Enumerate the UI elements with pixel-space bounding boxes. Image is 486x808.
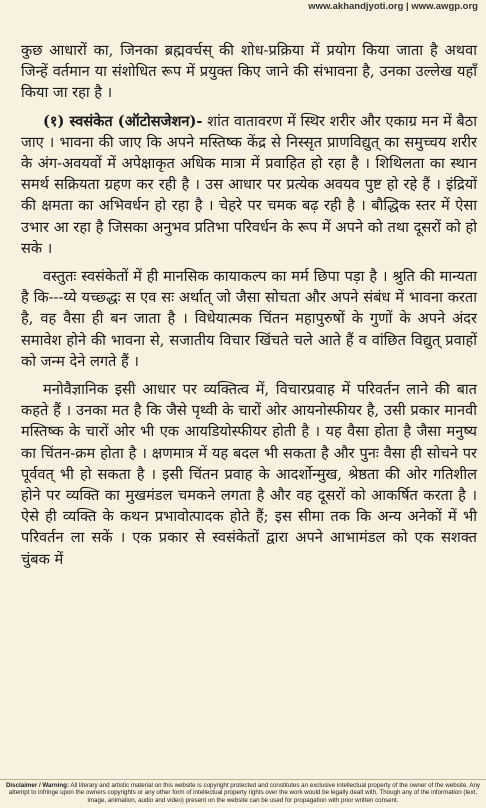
paragraph-psychology: मनोवैज्ञानिक इसी आधार पर व्यक्तित्व में, विचारप्रवाह में परिवर्तन लाने की बात कहते हैं । उनका मत है कि जैसे पृथ्वी के चारों ओर आयनोस्फीयर है, उसी प्रकार मानवी मस्तिष्क के चारों ओर भी एक आयडियोस्फीयर होती है । यह वैसा होता है जैसा मनुष्य का चिंतन-क्रम होता है । क्षणमात्र में यह बदल भी सकता है और पुनः वैसा ही सोचने पर पूर्ववत् भी हो सकता है । इसी चिंतन प्रवाह के आदर्शोन्मुख, श्रेष्ठता की ओर गतिशील होने पर व्यक्ति का मुखमंडल चमकने लगता है और वह दूसरों को आकर्षित करता है । ऐसे ही व्यक्ति के कथन प्रभावोत्पादक होते हैं; इस सीमा तक कि अन्य अनेकों में भी परिवर्तन ला सकें । एक प्रकार से स्वसंकेतों द्वारा अपने आभामंडल को एक सशक्त चुंबक में <box>21 381 477 568</box>
disclaimer-text: All literary and artistic material on this website is copyright protected and constitutes an exclusive intellectual property of the owner of the website. Any attempt to infringe upon the owners copyrights or any other form of intellectual property rights over the work would be legally dealt with. Though any of the information (text, image, animation, audio and video) present on the website can be used for propagation with prior written consent. <box>8 782 481 804</box>
disclaimer-footer <box>0 779 486 808</box>
paragraph-shruti: वस्तुतः स्वसंकेतों में ही मानसिक कायाकल्प का मर्म छिपा पड़ा है । श्रुति की मान्यता है कि---य्ये यच्छ्द्धः स एव सः अर्थात् जो जैसा सोचता और अपने संबंध में भावना करता है, वह वैसा ही बन जाता है । विधेयात्मक चिंतन महापुरुषों के गुणों के अपने अंदर समावेश होने की भावना से, सजातीय विचार खिंचते चले आते हैं व वांछित विद्युत् प्रवाहों को जन्म देने लगते हैं । <box>21 268 477 370</box>
section-heading: (१) स्वसंकेत (ऑटोसजेशन)- <box>43 112 203 130</box>
paragraph-intro: कुछ आधारों का, जिनका ब्रह्मवर्चस् की शोध-प्रक्रिया में प्रयोग किया जाता है अथवा जिन्हें वर्तमान या संशोधित रूप में प्रयुक्त किए जाने की संभावना है, उनका उल्लेख यहाँ किया जा रहा है । <box>21 42 477 102</box>
paragraph-swasanket <box>21 111 477 259</box>
disclaimer-label: Disclaimer / Warning: <box>5 782 70 789</box>
page-header <box>0 0 486 14</box>
paragraph-body: शांत वातावरण में स्थिर शरीर और एकाग्र मन में बैठा जाए । भावना की जाए कि अपने मस्तिष्क केंद्र से निस्सृत प्राणविद्युत् का समुच्चय शरीर के अंग-अवयवों में अपेक्षाकृत अधिक मात्रा में प्रवाहित हो रहा है । शिथिलता का स्थान समर्थ सक्रियता ग्रहण कर रही है । उस आधार पर प्रत्येक अवयव पुष्ट हो रहे हैं । इंद्रियों की क्षमता का अभिवर्धन हो रहा है । चेहरे पर चमक बढ़ रही है । बौद्धिक स्तर में ऐसा उभार आ रहा है जिसका अनुभव प्रतिभा परिवर्धन के रूप में अपने को तथा दूसरों को हो सके । <box>21 112 477 257</box>
article-body <box>21 40 477 577</box>
site-url[interactable]: www.akhandjyoti.org | www.awgp.org <box>308 1 478 12</box>
